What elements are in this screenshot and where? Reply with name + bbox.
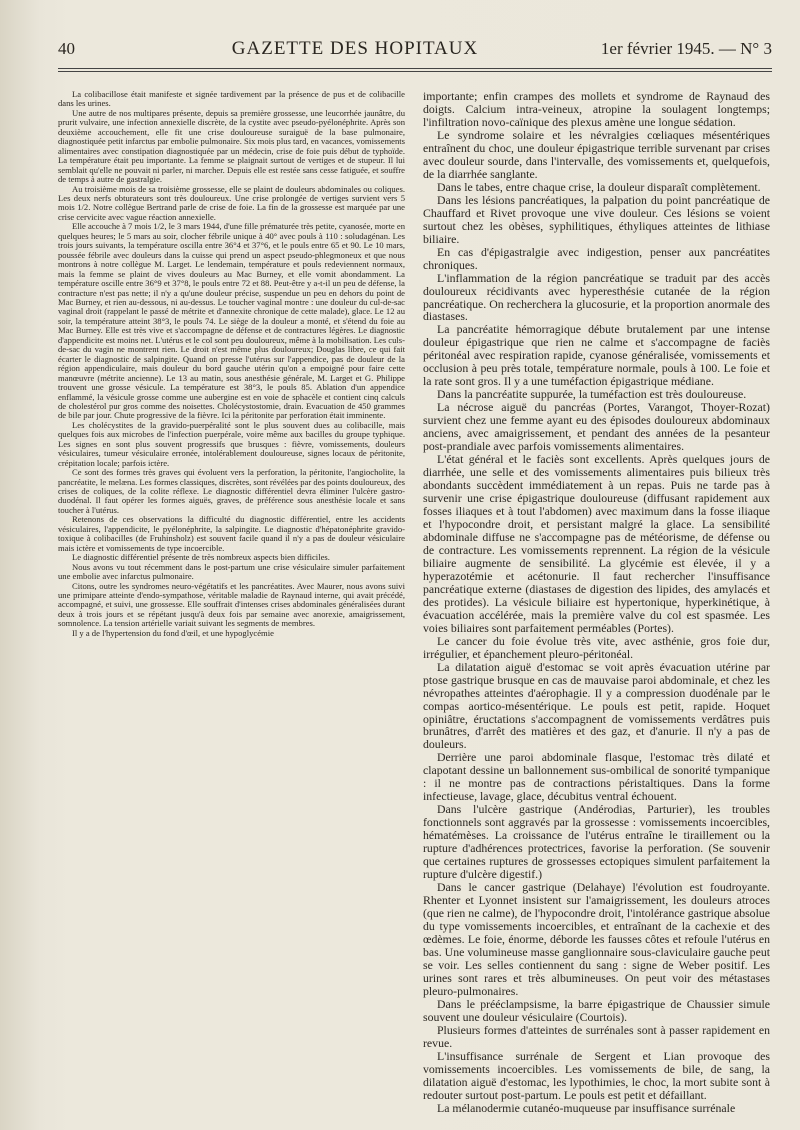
header-rule [58,68,772,69]
paragraph: Elle accouche à 7 mois 1/2, le 3 mars 1944, d'une fille prématurée très petite, cyanosée, morte en quelques heures; le 5 mars au soir, clocher fébrile unique à 40° avec pouls à 110 : soludagénan. Les trois jours suivants, la température oscilla entre 36°4 et 37°6, et le pouls entre 65 et 90. Le 10 mars, poussée fébrile avec douleurs dans la cuisse qui prend un aspect pseudo-phlegmoneux et que nous montrons à notre collègue M. Larget. Le lendemain, température et pouls redeviennent normaux, mais la femme se plaint de vives douleurs au Mac Burney, et elle vomit abondamment. La température oscille entre 36°9 et 37°8, le pouls entre 72 et 88. Peut-être y a-t-il un peu de défense, la contracture n'est pas nette; il n'y a qu'une douleur précise, suspendue un peu en dehors du point de Mac Burney, et rien au-dessous, ni au-dessus. Le toucher vaginal montre : une douleur du cul-de-sac vaginal droit (rappelant le passé de métrite et d'annexite chronique de cette malade), glace. Le 12 au soir, la température atteint 38°3, le pouls 74. Le siège de la douleur a monté, et s'étend du foie au Mac Burney. Elle est très vive et s'accompagne de défense et de contractures légères. Le diagnostic d'appendicite est moins net. L'utérus et le col sont peu douloureux, même à la mobilisation. Les culs-de-sac du vagin ne montrent rien. Le droit n'est même plus douloureux; Douglas libre, ce qui fait écarter le diagnostic de salpingite. Quand on presse l'utérus sur l'appendice, pas de douleur de la région appendiculaire, mais douleur du bord gauche utérin qu'on a empoigné pour faire cette manœuvre (métrite ancienne). Le 13 au matin, sous anesthésie générale, M. Larget et G. Philippe trouvent une grosse vésicule. La température est 38°3, le pouls 85. Ablation d'un appendice enflammé, la vésicule grosse comme une aubergine est en voie de sphacèle et contient cinq calculs de cholestérol pur gros comme des noisettes. Cholécystostomie, drain. Evacuation de 450 grammes de bile par jour. Chute progressive de la fièvre. Ici la péritonite par perforation était imminente. [58,221,406,421]
paragraph: En cas d'épigastralgie avec indigestion, penser aux pancréatites chroniques. [423,244,770,272]
paragraph: L'inflammation de la région pancréatique se traduit par des accès douloureux récidivants avec hyperesthésie cutanée de la région pancréatique. On recherchera la glucosurie, et la proportion anormale des diastases. [423,270,770,324]
journal-title: GAZETTE DES HOPITAUX [231,38,479,59]
paragraph: Dans les lésions pancréatiques, la palpation du point pancréatique de Chauffard et Rivet provoque une vive douleur. Ces lésions se voient surtout chez les obèses, syphilitiques, éthyliques atteintes de lithiase biliaire. [423,192,770,246]
paragraph: La mélanodermie cutanéo-muqueuse par insuffisance surrénale [437,1100,736,1115]
paragraph: Derrière une paroi abdominale flasque, l'estomac très dilaté et clapotant dessine un ballonnement sus-ombilical de sonorité tympanique : il ne montre pas de contractions péristaltiques. Dans la forme infectieuse, lavage, glace, décubitus ventral échouent. [423,750,770,804]
page-header [58,38,772,62]
paragraph: Dans le tabes, entre chaque crise, la douleur disparaît complètement. [437,179,761,194]
paragraph: Nous avons vu tout récemment dans le post-partum une crise vésiculaire simuler parfaitement une embolie avec infarctus pulmonaire. [58,561,405,582]
paragraph: Les cholécystites de la gravido-puerpéralité sont le plus souvent dues au colibacille, mais quelques fois aux microbes de l'infection puerpérale, voire même aux bacilles du groupe typhique. Les signes en sont plus souvent progressifs que brusques : fièvre, vomissements, douleurs vésiculaires, tumeur vésiculaire erronée, intolérablement douloureuse, signes locaux de péritonite, crépitation locale; parfois ictère. [58,419,405,468]
paragraph: Le diagnostic différentiel présente de très nombreux aspects bien difficiles. [72,552,330,563]
paragraph: Citons, outre les syndromes neuro-végétatifs et les pancréatites. Avec Maurer, nous avons suivi une primipare atteinte d'endo-sympathose, véritable maladie de Raynaud interne, qui avait précédé, accompagné, et suivi, une grossesse. Elle souffrait d'intenses crises abdominales généralisées durant deux à trois jours et se répétant jusqu'à deux fois par semaine avec anorexie, amaigrissement, somnolence. La tension artérielle variait suivant les segments de membres. [58,580,405,629]
paragraph: L'état général et le faciès sont excellents. Après quelques jours de diarrhée, une selle et des vomissements alimentaires puis bilieux très abondants succèdent immédiatement à un repas. Puis ne tarde pas à survenir une crise épigastrique douloureuse (diffusant rapidement aux fosses iliaques et à tout l'abdomen) avec maximum dans la fosse iliaque et l'hypocondre droit, et persistant malgré la glace. La sensibilité abdominale diffuse ne s'accompagne pas de météorisme, de défense ou de contracture. Les vomissements reprennent. La région de la vésicule biliaire augmente de sensibilité. La glycémie est élevée, il y a hyperazotémie et acétonurie. Il faut rechercher l'insuffisance pancréatique externe (diastases de digestion des lipides, des amylacés et des protides). La vésicule biliaire est hypertonique, hyperkinétique, à évacuation accélérée, mais la première valve du col est spasmée. Les voies biliaires sont parfaitement perméables (Portes). [423,452,770,635]
header-rule-secondary [58,71,772,72]
paragraph: La pancréatite hémorragique débute brutalement par une intense douleur épigastrique que rien ne calme et s'accompagne de faciès péritonéal avec respiration rapide, cyanose généralisée, vomissements et occlusion à peu près totale, température normale, pouls à 100. Le foie et la rate sont gros. Il y a une tuméfaction épigastrique médiane. [423,322,770,389]
paragraph: Dans le cancer gastrique (Delahaye) l'évolution est foudroyante. Rhenter et Lyonnet insistent sur l'amaigrissement, les douleurs atroces (que rien ne calme), de l'hypocondre droit, l'intolérance gastrique absolue du type vomissements incoercibles, et entraînant de la cachexie et des œdèmes. Le foie, énorme, déborde les fausses côtes et refoule l'utérus en bas. Une volumineuse masse ganglionnaire sous-claviculaire gauche peut se voir. Les selles contiennent du sang : signe de Weber positif. Les urines sont rares et très albumineuses. On peut voir des métastases pleuro-pulmonaires. [423,880,770,998]
paragraph: Dans le prééclampsisme, la barre épigastrique de Chaussier simule souvent une douleur vésiculaire (Courtois). [423,996,770,1024]
paragraph: Le cancer du foie évolue très vite, avec asthénie, gros foie dur, irrégulier, et épanchement pleuro-péritonéal. [423,633,770,661]
paragraph: Ce sont des formes très graves qui évoluent vers la perforation, la péritonite, l'angiocholite, la pancréatite, le melæna. Les formes classiques, discrètes, sont révélées par des points douloureux, des crises de coliques, de la colite réflexe. Le diagnostic différentiel devra éliminer l'ulcère gastro-duodénal. Il faut opérer les formes aiguës, graves, de préférence sous anesthésie locale et sans toucher à l'utérus. [58,467,405,515]
left-column [58,90,405,1115]
right-column [423,90,770,1115]
paragraph: Retenons de ces observations la difficulté du diagnostic différentiel, entre les accidents vésiculaires, l'appendicite, le pyélonéphrite, la salpingite. Le diagnostic d'hépatonéphrite gravido-toxique à colibacilles (de Fruhinsholz) est souvent facile quand il n'y a pas de douleur vésiculaire mais ictère et vomissements de type incoercible. [58,514,405,553]
paragraph: Dans la pancréatite suppurée, la tuméfaction est très douloureuse. [437,387,747,402]
article-body [58,90,772,1115]
paragraph: Au troisième mois de sa troisième grossesse, elle se plaint de douleurs abdominales ou coliques. Les deux nerfs obturateurs sont très douloureux. Une crise prolongée de vertiges survient vers 5 mois 1/2. Notre collègue Bertrand parle de crise de foie. La fin de la grossesse est marquée par une crise cervicite avec vague réaction annexielle. [58,183,405,222]
paragraph: Une autre de nos multipares présente, depuis sa première grossesse, une leucorrhée jaunâtre, du prurit vulvaire, une infection annexielle discrète, de la cystite avec pseudo-pyélonéphrite. Après son deuxième accouchement, elle fit une crise douloureuse suraiguë de la base pulmonaire, diagnostiquée petit infarctus par embolie pulmonaire. Six mois plus tard, en vacances, vomissements alimentaires avec constipation diagnostiquée par un médecin, crise de foie puis début de typhoïde. La température était peu importante. La femme se plaignait surtout de vertiges et de stupeur. Il lui semblait qu'elle ne pouvait ni parler, ni marcher. Depuis elle est restée sans cesse fatiguée, et souffre de temps à autre de gastralgie. [58,107,405,185]
page-number: 40 [58,39,75,58]
paragraph: Dans l'ulcère gastrique (Andérodias, Parturier), les troubles fonctionnels sont aggravés par la grossesse : vomissements incoercibles, hématémèses. La croissance de l'utérus entraîne le tiraillement ou la rupture d'adhérences protectrices, favorise la perforation. (Se souvenir que certaines ruptures de grossesses ectopiques simulent parfaitement la rupture d'ulcère digestif.) [423,802,770,882]
paragraph: Il y a de l'hypertension du fond d'œil, et une hypoglycémie [72,627,274,638]
issue-date: 1er février 1945. — N° 3 [600,39,772,58]
paragraph: Plusieurs formes d'atteintes de surrénales sont à passer rapidement en revue. [423,1022,770,1050]
paragraph: La dilatation aiguë d'estomac se voit après évacuation utérine par ptose gastrique brusque en cas de mauvaise paroi abdominale, et chez les névropathes atteintes d'aérophagie. Il y a compression duodénale par le compas aortico-mésentérique. Le pouls est petit, rapide. Hoquet opiniâtre, éructations s'accompagnent de vomissements verdâtres puis brunâtres, d'arrêt des matières et des gaz, et d'anurie. Il n'y a pas de douleurs. [423,659,770,752]
paragraph: L'insuffisance surrénale de Sergent et Lian provoque des vomissements incoercibles. Les vomissements de bile, de sang, la dilatation aiguë d'estomac, les lypothimies, le choc, la mort subite sont à redouter surtout post-partum. Le pouls est petit et défaillant. [423,1048,770,1102]
paragraph: importante; enfin crampes des mollets et syndrome de Raynaud des doigts. Calcium intra-veineux, atropine la soulagent longtemps; l'infiltration novo-caïnique des plexus amène une longue sédation. [423,89,770,129]
paragraph: Le syndrome solaire et les névralgies cœliaques mésentériques entraînent du choc, une douleur épigastrique terrible survenant par crises avec douleur sourde, dans l'intervalle, des vomissements et, quelquefois, de la diarrhée sanglante. [423,127,770,181]
paragraph: La colibacillose était manifeste et signée tardivement par la présence de pus et de colibacille dans les urines. [58,89,405,109]
paragraph: La nécrose aiguë du pancréas (Portes, Varangot, Thoyer-Rozat) survient chez une femme ayant eu des épisodes douloureux abdominaux anciens, avec amaigrissement, et pendant des années de la pesanteur post-prandiale avec parfois vomissements alimentaires. [423,400,770,454]
